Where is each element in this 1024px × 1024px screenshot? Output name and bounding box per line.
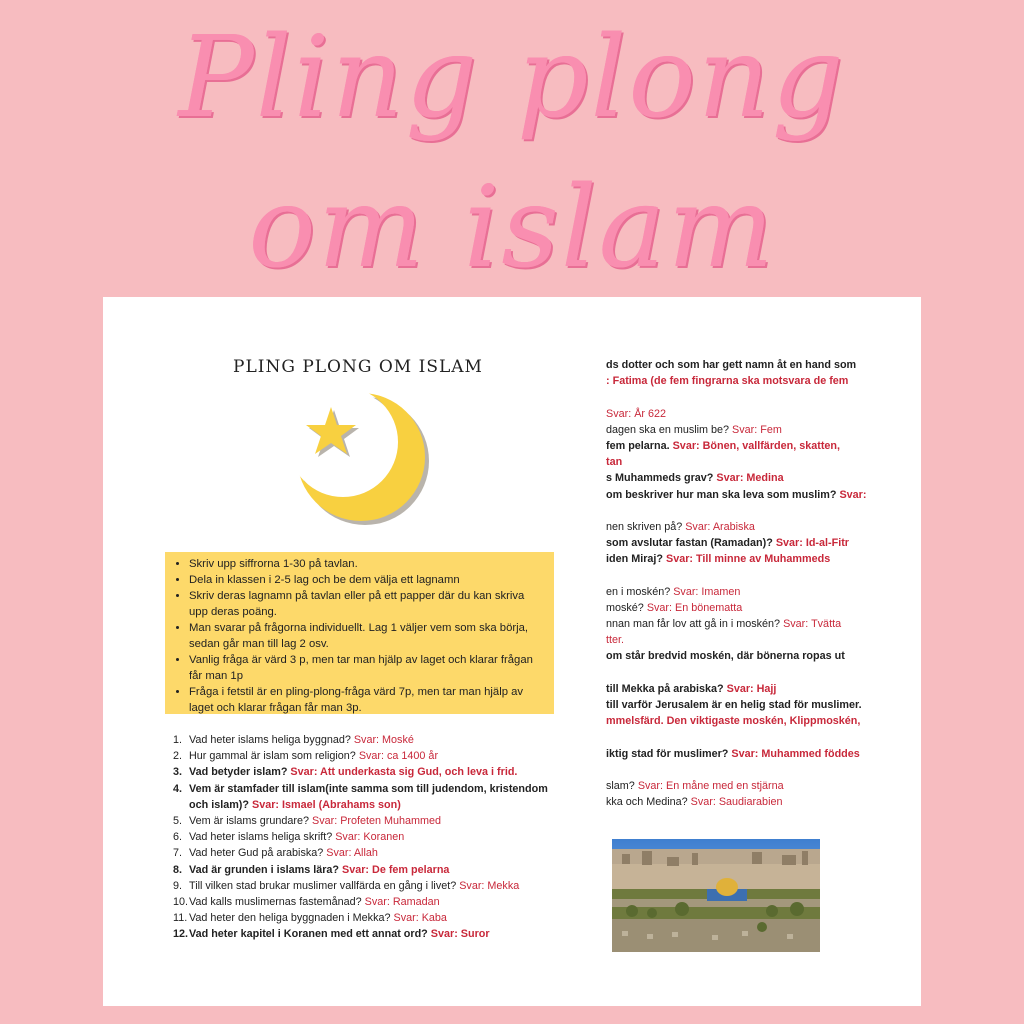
jerusalem-photo xyxy=(612,839,820,952)
question-text: iktig stad för muslimer? xyxy=(606,747,729,760)
answer-text: tter. xyxy=(606,634,625,647)
question-number: 11. xyxy=(173,912,188,925)
question-row xyxy=(173,878,613,894)
text-line xyxy=(606,422,936,438)
instruction-item: • Skriv upp siffrorna 1-30 på tavlan. xyxy=(189,556,546,572)
question-row xyxy=(173,764,613,780)
question-text: Till vilken stad brukar muslimer vallfärda en gång i livet? xyxy=(189,879,457,892)
question-row xyxy=(173,910,613,926)
answer-text: Svar: En bönematta xyxy=(646,601,743,614)
question-text: slam? xyxy=(606,779,635,792)
answer-text: Svar: Hajj xyxy=(726,682,777,695)
question-number: 10. xyxy=(173,896,189,909)
answer-text: Svar: Tvätta xyxy=(783,618,842,630)
text-line xyxy=(606,632,936,648)
question-list-continued xyxy=(606,357,936,810)
text-line xyxy=(606,584,936,600)
text-line xyxy=(606,373,936,389)
text-line xyxy=(606,519,936,535)
question-text: fem pelarna. xyxy=(606,439,670,452)
answer-text: Svar: Muhammed föddes xyxy=(731,747,860,760)
instructions-box xyxy=(165,552,554,714)
question-row xyxy=(173,748,613,764)
question-number: 7. xyxy=(173,847,183,860)
question-text: Vad heter Gud på arabiska? xyxy=(189,847,324,860)
question-number: 6. xyxy=(173,831,183,844)
text-line xyxy=(606,729,936,745)
crescent-star-icon xyxy=(281,387,431,537)
question-row xyxy=(173,845,613,861)
question-row xyxy=(173,732,613,748)
answer-text: Svar: Kaba xyxy=(393,912,447,925)
question-text: Vad heter den heliga byggnaden i Mekka? xyxy=(189,912,391,925)
question-row-continued xyxy=(173,797,613,813)
instruction-item: • Vanlig fråga är värd 3 p, men tar man hjälp av laget och klarar frågan får man 1p xyxy=(189,652,546,684)
question-text: ds dotter och som har gett namn åt en hand som xyxy=(606,359,857,371)
question-number: 3. xyxy=(173,766,183,779)
answer-text: Svar: Profeten Muhammed xyxy=(312,815,442,828)
text-line xyxy=(606,406,936,422)
question-row xyxy=(173,781,613,797)
text-line xyxy=(606,389,936,405)
answer-text: Svar: Saudiarabien xyxy=(690,796,783,809)
question-text: Vad heter islams heliga byggnad? xyxy=(189,734,351,746)
text-line xyxy=(606,551,936,567)
question-text: om står bredvid moskén, där bönerna ropas ut xyxy=(606,650,845,663)
answer-text: Svar: En måne med en stjärna xyxy=(637,779,784,792)
question-text: s Muhammeds grav? xyxy=(606,472,714,485)
answer-text: Svar: Imamen xyxy=(673,585,741,598)
instruction-item: • Skriv deras lagnamn på tavlan eller på ett papper där du kan skriva upp deras poäng. xyxy=(189,588,546,620)
question-text: iden Miraj? xyxy=(606,553,663,566)
question-text: Vad heter kapitel i Koranen med ett annat ord? xyxy=(189,928,428,941)
text-line xyxy=(606,794,936,810)
answer-text: Svar: Allah xyxy=(326,847,378,860)
answer-text: Svar: Arabiska xyxy=(685,520,755,533)
question-text: kka och Medina? xyxy=(606,796,688,809)
instructions-list xyxy=(175,556,546,716)
question-text-continued: och islam)? xyxy=(189,798,249,811)
question-number: 4. xyxy=(173,782,183,795)
answer-text: Svar: ca 1400 år xyxy=(358,750,439,763)
question-number: 9. xyxy=(173,879,183,892)
question-number: 8. xyxy=(173,863,183,876)
question-text: nnan man får lov att gå in i moskén? xyxy=(606,618,781,630)
question-row xyxy=(173,894,613,910)
instruction-item: • Dela in klassen i 2-5 lag och be dem välja ett lagnamn xyxy=(189,572,546,588)
text-line xyxy=(606,487,936,503)
answer-text: Svar: Fem xyxy=(732,423,782,436)
answer-text: Svar: Koranen xyxy=(335,831,405,844)
question-text: Vad kalls muslimernas fastemånad? xyxy=(189,896,362,909)
text-line xyxy=(606,438,936,454)
answer-text: Svar: Bönen, vallfärden, skatten, xyxy=(672,439,841,452)
question-text: Vem är stamfader till islam(inte samma som till judendom, kristendom xyxy=(189,782,548,795)
answer-text: Svar: Ramadan xyxy=(364,896,440,909)
text-line xyxy=(606,535,936,551)
text-line xyxy=(606,470,936,486)
question-row xyxy=(173,813,613,829)
text-line xyxy=(606,648,936,664)
instruction-item: • Fråga i fetstil är en pling-plong-fråga värd 7p, men tar man hjälp av laget och klarar frågan får man 3p. xyxy=(189,684,546,716)
text-line xyxy=(606,762,936,778)
text-line xyxy=(606,778,936,794)
question-text: Vad heter islams heliga skrift? xyxy=(189,831,333,844)
text-line xyxy=(606,567,936,583)
answer-text: Svar: Id-al-Fitr xyxy=(775,537,850,550)
text-line xyxy=(606,681,936,697)
text-line xyxy=(606,665,936,681)
text-line xyxy=(606,357,936,373)
answer-text: Svar: Moské xyxy=(353,734,414,746)
question-number: 5. xyxy=(173,815,183,828)
worksheet-page-1 xyxy=(103,297,613,1006)
question-text: Hur gammal är islam som religion? xyxy=(189,750,356,763)
question-text: till varför Jerusalem är en helig stad för muslimer. xyxy=(606,698,862,711)
question-number: 2. xyxy=(173,750,183,763)
headline-line-1: Pling plong xyxy=(178,13,846,143)
headline-line-2: om islam xyxy=(248,163,776,293)
text-line xyxy=(606,454,936,470)
answer-text: mmelsfärd. Den viktigaste moskén, Klippmoskén, xyxy=(606,715,861,728)
question-text: som avslutar fastan (Ramadan)? xyxy=(606,537,773,550)
text-line xyxy=(606,503,936,519)
question-list xyxy=(173,732,613,943)
question-text: dagen ska en muslim be? xyxy=(606,423,730,436)
question-text: Vad är grunden i islams lära? xyxy=(189,863,340,876)
text-line xyxy=(606,600,936,616)
question-number: 1. xyxy=(173,734,183,746)
answer-text: tan xyxy=(606,456,623,469)
question-row xyxy=(173,862,613,878)
answer-text: Svar: Medina xyxy=(716,472,784,485)
question-text: Vem är islams grundare? xyxy=(189,815,310,828)
question-text: Vad betyder islam? xyxy=(189,766,288,779)
answer-text: Svar: Ismael (Abrahams son) xyxy=(252,798,401,811)
answer-text: Svar: Suror xyxy=(430,928,490,941)
question-text: moské? xyxy=(606,601,644,614)
document-title: PLING PLONG OM ISLAM xyxy=(233,357,483,377)
answer-text: Svar: Att underkasta sig Gud, och leva i frid. xyxy=(290,766,518,779)
text-line xyxy=(606,697,936,713)
answer-text: : Fatima (de fem fingrarna ska motsvara de fem xyxy=(606,375,849,388)
question-text: om beskriver hur man ska leva som muslim? xyxy=(606,488,837,501)
answer-text: Svar: Mekka xyxy=(459,879,520,892)
answer-text: Svar: xyxy=(839,488,867,501)
question-number: 12. xyxy=(173,928,189,941)
text-line xyxy=(606,713,936,729)
text-line xyxy=(606,746,936,762)
answer-text: Svar: Till minne av Muhammeds xyxy=(666,553,831,566)
question-row xyxy=(173,829,613,845)
question-text: en i moskén? xyxy=(606,585,671,598)
question-text: till Mekka på arabiska? xyxy=(606,682,724,695)
answer-text: Svar: De fem pelarna xyxy=(342,863,450,876)
instruction-item: • Man svarar på frågorna individuellt. Lag 1 väljer vem som ska börja, sedan går man till lag 2 osv. xyxy=(189,620,546,652)
text-line xyxy=(606,616,936,632)
answer-text: Svar: År 622 xyxy=(606,407,667,420)
question-text: nen skriven på? xyxy=(606,520,683,533)
worksheet-page-2 xyxy=(606,297,921,1006)
question-row xyxy=(173,926,613,942)
